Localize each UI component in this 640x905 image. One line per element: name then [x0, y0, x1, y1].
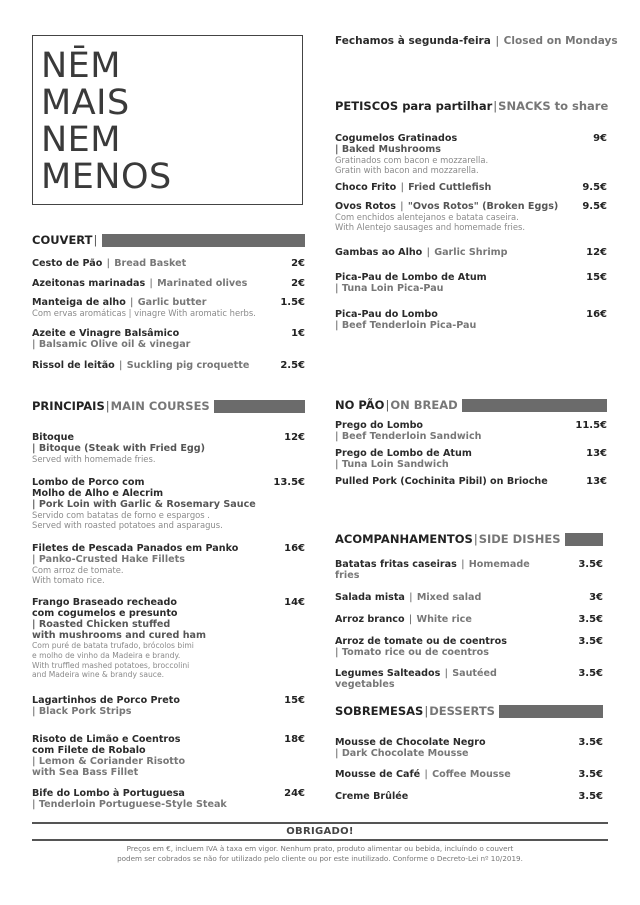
section-heading [335, 98, 607, 114]
item-price: 3€ [589, 592, 603, 603]
item-description: Com puré de batata trufado, brócolos bimi [32, 641, 194, 650]
menu-item [335, 614, 607, 625]
item-price: 18€ [284, 734, 305, 746]
item-name-en: | Beef Tenderloin Sandwich [335, 431, 482, 442]
heading-en: MAIN COURSES [110, 399, 210, 413]
menu-item [335, 309, 607, 331]
item-name-en: | Panko-Crusted Hake Fillets [32, 554, 185, 565]
menu-item [335, 737, 607, 759]
item-description: Com arroz de tomate. [32, 565, 124, 575]
item-description: Servido com batatas de forno e espargos . [32, 510, 210, 520]
item-description: Gratin with bacon and mozzarella. [335, 165, 479, 175]
separator: | [130, 297, 134, 308]
heading-bar [214, 400, 305, 413]
item-name-en: with Sea Bass Fillet [32, 767, 139, 779]
item-description: With truffled mashed potatoes, broccolini [32, 660, 190, 670]
heading-bar [499, 705, 603, 718]
item-name-pt: Mousse de Café [335, 769, 421, 780]
item-name-pt: Cesto de Pão [32, 258, 103, 269]
item-name-en: Garlic Shrimp [434, 247, 508, 258]
item-name-pt: Prego de Lombo de Atum [335, 448, 472, 459]
item-name-pt: com Filete de Robalo [32, 745, 146, 757]
heading-en: ON BREAD [390, 398, 458, 412]
item-price: 16€ [586, 309, 607, 320]
section-heading [32, 232, 305, 248]
item-name-pt: Frango Braseado recheado [32, 597, 177, 608]
item-name-en: | Tenderloin Portuguese-Style Steak [32, 799, 227, 811]
separator: | [424, 704, 429, 718]
menu-item [335, 182, 607, 193]
separator: | [424, 769, 428, 780]
item-name-pt: Manteiga de alho [32, 297, 126, 308]
item-price: 3.5€ [578, 791, 603, 802]
menu-item [335, 272, 607, 294]
item-name-pt: Pica-Pau do Lombo [335, 309, 438, 320]
menu-item [335, 668, 607, 690]
item-name-pt: Salada mista [335, 592, 405, 603]
item-description: With Alentejo sausages and homemade fries. [335, 222, 526, 232]
item-name-en: | Tomato rice ou de coentros [335, 647, 489, 658]
heading-pt: PRINCIPAIS [32, 399, 105, 413]
item-name-en: Mixed salad [416, 592, 482, 603]
separator: | [149, 278, 153, 289]
menu-item [335, 133, 607, 175]
section-heading [32, 398, 305, 414]
item-name-pt: Azeite e Vinagre Balsâmico [32, 328, 180, 339]
item-name-pt: Lagartinhos de Porco Preto [32, 695, 180, 707]
section-snacks [335, 98, 607, 331]
item-name-en: Sautéed vegetables [335, 668, 497, 690]
closed-notice [335, 35, 618, 47]
heading-bar [462, 399, 607, 412]
item-price: 3.5€ [578, 614, 603, 625]
item-name-en: | Lemon & Coriander Risotto [32, 756, 186, 768]
footer [32, 822, 608, 841]
menu-item [32, 543, 305, 585]
item-name-en: Marinated olives [157, 278, 248, 289]
logo-line: NĒM [41, 46, 121, 86]
separator: | [106, 258, 110, 269]
item-price: 12€ [284, 432, 305, 443]
item-name-pt: Arroz branco [335, 614, 405, 625]
item-price: 2.5€ [280, 360, 305, 371]
heading-pt: SOBREMESAS [335, 704, 424, 718]
item-name-pt: Batatas fritas caseiras [335, 559, 457, 570]
item-price: 13€ [586, 448, 607, 459]
item-description: Served with homemade fries. [32, 454, 156, 464]
heading-pt: ACOMPANHAMENTOS [335, 532, 473, 546]
separator: | [408, 614, 413, 625]
item-name-pt: Gambas ao Alho [335, 247, 423, 258]
item-price: 13€ [586, 476, 607, 487]
item-name-en: | Bitoque (Steak with Fried Egg) [32, 443, 206, 454]
item-name-pt: Lombo de Porco com [32, 477, 145, 488]
separator: | [493, 99, 498, 113]
item-name-en: | Pork Loin with Garlic & Rosemary Sauce [32, 499, 256, 510]
notice-en: Closed on Mondays [503, 35, 618, 47]
item-price: 3.5€ [578, 668, 603, 679]
menu-item [32, 360, 305, 371]
item-price: 11.5€ [575, 420, 607, 431]
item-name-pt: Pulled Pork (Cochinita Pibil) on Brioche [335, 476, 548, 487]
item-name-pt: Cogumelos Gratinados [335, 133, 458, 144]
item-price: 3.5€ [578, 737, 603, 748]
item-name-en: Coffee Mousse [432, 769, 511, 780]
separator: | [400, 182, 404, 193]
item-name-pt: Pica-Pau de Lombo de Atum [335, 272, 487, 283]
item-price: 2€ [291, 278, 305, 289]
heading-en: DESSERTS [429, 704, 495, 718]
item-name-pt: Bitoque [32, 432, 74, 443]
section-heading [335, 703, 607, 719]
item-name-pt: Choco Frito [335, 182, 397, 193]
heading-bar [565, 533, 603, 546]
item-price: 2€ [291, 258, 305, 269]
separator: | [495, 35, 500, 47]
menu-item [32, 432, 305, 464]
heading-pt: COUVERT [32, 233, 93, 247]
notice-pt: Fechamos à segunda-feira [335, 35, 491, 47]
item-name-pt: Arroz de tomate ou de coentros [335, 636, 507, 647]
item-name-en: | Roasted Chicken stuffed [32, 619, 171, 630]
item-name-en: with mushrooms and cured ham [32, 630, 207, 641]
item-name-pt: Filetes de Pescada Panados em Panko [32, 543, 239, 554]
item-price: 1.5€ [280, 297, 305, 308]
legal-line: Preços em €, incluem IVA à taxa em vigor. Nenhum prato, produto alimentar ou bebida, incluíndo o couvert [126, 844, 514, 853]
heading-bar [102, 234, 305, 247]
menu-item [335, 592, 607, 603]
menu-item [335, 559, 607, 581]
menu-item [32, 695, 305, 717]
item-name-pt: com cogumelos e presunto [32, 608, 178, 619]
separator: | [400, 201, 404, 212]
separator: | [426, 247, 430, 258]
item-price: 3.5€ [578, 559, 603, 570]
menu-item [335, 201, 607, 232]
item-price: 9.5€ [582, 201, 607, 212]
item-name-en: Homemade fries [335, 559, 530, 581]
item-description: and Madeira wine & brandy sauce. [32, 670, 165, 680]
logo-line: MAIS [41, 83, 130, 123]
separator: | [461, 559, 465, 570]
separator: | [385, 398, 390, 412]
separator: | [93, 233, 98, 247]
menu-item [335, 791, 607, 802]
section-desserts [335, 703, 607, 802]
legal-line: podem ser cobrados se não for utilizado pelo cliente ou por este inutilizado. Conforme o Decreto-Lei nº 10/2019. [117, 853, 523, 863]
menu-item [335, 448, 607, 470]
item-price: 9.5€ [582, 182, 607, 193]
section-main-courses [32, 398, 305, 810]
item-price: 1€ [291, 328, 305, 339]
menu-item [335, 476, 607, 487]
separator: | [105, 399, 110, 413]
menu-item [335, 636, 607, 658]
item-name-en: | Baked Mushrooms [335, 144, 442, 155]
menu-item [335, 769, 607, 780]
item-name-en: "Ovos Rotos" (Broken Eggs) [407, 201, 559, 212]
item-description: Gratinados com bacon e mozzarella. [335, 155, 489, 165]
item-name-pt: Creme Brûlée [335, 791, 409, 802]
menu-item [335, 247, 607, 258]
item-name-en: White rice [416, 614, 472, 625]
item-name-en: | Balsamic Olive oil & vinegar [32, 339, 191, 350]
item-name-pt: Bife do Lombo à Portuguesa [32, 788, 185, 800]
separator: | [444, 668, 448, 679]
thanks-message: OBRIGADO! [286, 826, 354, 837]
item-name-pt: Prego do Lombo [335, 420, 424, 431]
item-name-pt: Mousse de Chocolate Negro [335, 737, 486, 748]
item-name-en: | Tuna Loin Pica-Pau [335, 283, 444, 294]
divider [32, 839, 608, 841]
heading-pt: PETISCOS para partilhar [335, 99, 493, 113]
section-couvert [32, 232, 305, 371]
menu-item [32, 297, 305, 318]
item-name-en: | Black Pork Strips [32, 706, 132, 718]
menu-item [32, 278, 305, 289]
item-name-pt: Molho de Alho e Alecrim [32, 488, 164, 499]
item-name-pt: Ovos Rotos [335, 201, 396, 212]
logo-line: MENOS [41, 157, 172, 197]
section-side-dishes [335, 531, 607, 690]
heading-en: SNACKS to share [498, 99, 609, 113]
logo-line: NEM [41, 120, 121, 160]
legal-notice [32, 844, 608, 863]
item-price: 3.5€ [578, 769, 603, 780]
item-name-en: | Tuna Loin Sandwich [335, 459, 449, 470]
menu-item [32, 328, 305, 350]
separator: | [119, 360, 123, 371]
item-name-en: Suckling pig croquette [126, 360, 250, 371]
section-heading [335, 531, 607, 547]
heading-pt: NO PÃO [335, 398, 385, 412]
logo [32, 35, 303, 205]
item-name-en: | Beef Tenderloin Pica-Pau [335, 320, 477, 331]
item-name-en: | Dark Chocolate Mousse [335, 748, 469, 759]
item-price: 9€ [593, 133, 607, 144]
item-description: Com enchidos alentejanos e batata caseira. [335, 212, 519, 222]
item-price: 13.5€ [273, 477, 305, 488]
menu-item [335, 420, 607, 442]
item-price: 3.5€ [578, 636, 603, 647]
item-name-en: Garlic butter [137, 297, 207, 308]
item-description: With tomato rice. [32, 575, 105, 585]
item-name-en: Fried Cuttlefish [408, 182, 492, 193]
item-price: 12€ [586, 247, 607, 258]
section-heading [335, 397, 607, 413]
item-price: 16€ [284, 543, 305, 554]
item-name-en: Bread Basket [114, 258, 187, 269]
item-price: 14€ [284, 597, 305, 608]
item-description: e molho de vinho da Madeira e brandy. [32, 650, 181, 660]
separator: | [409, 592, 413, 603]
item-description: Served with roasted potatoes and asparagus. [32, 520, 223, 530]
section-on-bread [335, 397, 607, 487]
menu-item [32, 258, 305, 269]
menu-item [32, 788, 305, 810]
menu-item [32, 477, 305, 530]
item-name-pt: Azeitonas marinadas [32, 278, 146, 289]
item-description: Com ervas aromáticas | vinagre With aromatic herbs. [32, 308, 256, 318]
item-price: 24€ [284, 788, 305, 800]
menu-item [32, 734, 305, 778]
heading-en: SIDE DISHES [478, 532, 561, 546]
item-name-pt: Rissol de leitão [32, 360, 115, 371]
item-name-pt: Legumes Salteados [335, 668, 441, 679]
separator: | [473, 532, 478, 546]
item-name-pt: Risoto de Limão e Coentros [32, 734, 181, 746]
menu-item [32, 597, 305, 680]
item-price: 15€ [586, 272, 607, 283]
item-price: 15€ [284, 695, 305, 707]
